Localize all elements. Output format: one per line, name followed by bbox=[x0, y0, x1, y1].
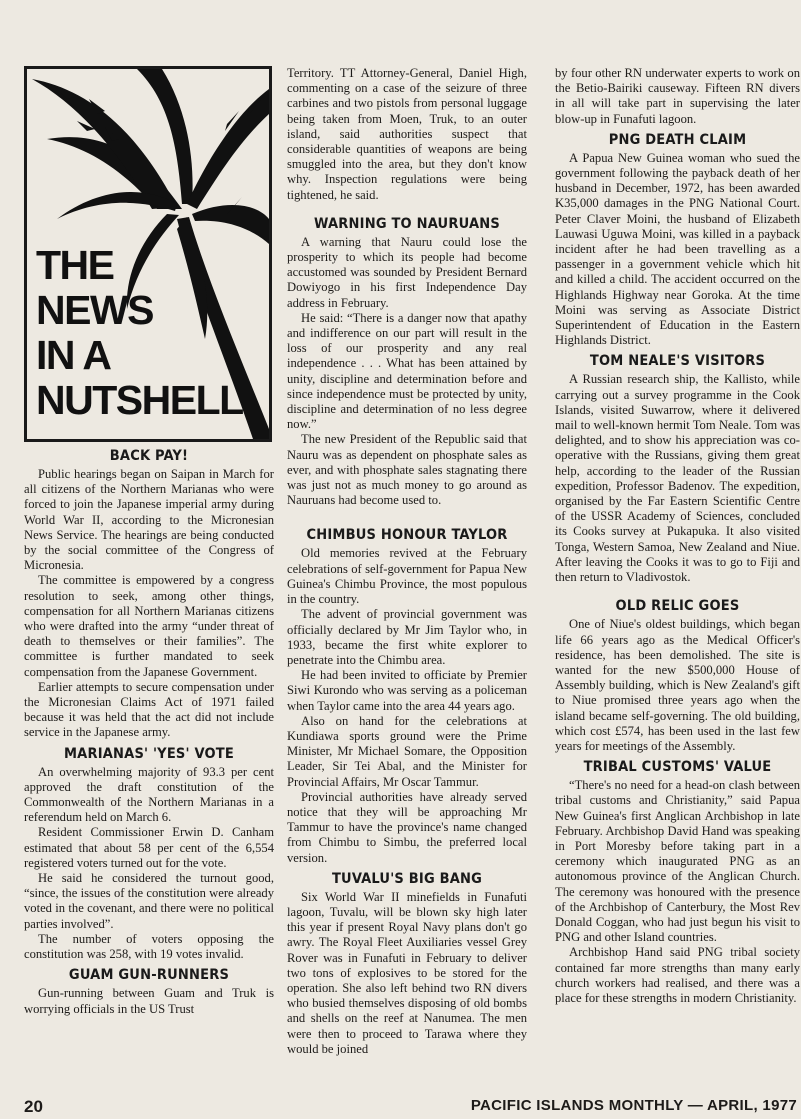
article-paragraph: Public hearings began on Saipan in March for all citizens of the Northern Marianas who were forced to join the Japanese imperial army during World War II, according to the Micronesian News Service. The hearings are being conducted by the social committee of the Congress of Micronesia. bbox=[24, 467, 274, 573]
article-paragraph: A warning that Nauru could lose the prosperity to which its people had become accustomed was sounded by President Bernard Dowiyogo in his first Independence Day address in February. bbox=[287, 234, 527, 310]
article-back-pay bbox=[24, 448, 274, 741]
column-1 bbox=[24, 66, 274, 1017]
article-heading: GUAM GUN-RUNNERS bbox=[68, 967, 230, 984]
article-heading: PNG DEATH CLAIM bbox=[608, 131, 747, 148]
article-paragraph: Archbishop Hand said PNG tribal society contained far more strengths than many early church workers had realised, and there was a place for these strengths in modern Christianity. bbox=[555, 945, 800, 1005]
column-3 bbox=[555, 66, 800, 1006]
article-paragraph: He said he considered the turnout good, “since, the issues of the constitution were already voted in the covenant, and there were no political parties involved”. bbox=[24, 871, 274, 931]
article-paragraph: A Papua New Guinea woman who sued the government following the payback death of her husband in December, 1972, has been awarded K35,000 damages in the PNG National Court. Peter Claver Moini, the husband of Elizabeth Lauwasi Uguwa Moini, was killed in a payback incident after he had been travelling as a passenger in a government vehicle which hit and killed a child. The accident occurred on the Highlands Highway near Goroka. At the time Moini was serving as Associate District Superintendent of Education in the Eastern Highlands District. bbox=[555, 150, 800, 348]
article-heading: MARIANAS' 'YES' VOTE bbox=[63, 745, 235, 762]
article-heading: BACK PAY! bbox=[109, 448, 189, 464]
article-paragraph: He said: “There is a danger now that apathy and indifference on our part will result in the loss of our prosperity and any real independence . . . What has been attained by unity, discipline and determination before and since independence must be protected by unity, discipline and determination of no less degree now.” bbox=[287, 310, 527, 432]
article-paragraph: Also on hand for the celebrations at Kundiawa sports ground were the Prime Minister, Mr Michael Somare, the Opposition Leader, Sir Tei Abal, and the Minister for Provincial Affairs, Mr Oscar Tammur. bbox=[287, 713, 527, 789]
article-paragraph: Six World War II minefields in Funafuti lagoon, Tuvalu, will be blown sky high later this year if present Royal Navy plans don't go awry. The Royal Fleet Auxiliaries vessel Grey Rover was in Funafuti in February to deliver two tons of explosives to be stored for the operation. She also left behind two RN divers who busied themselves disposing of old bombs and shells on the reef at Nanumea. The men were then to proceed to Tarawa where they would be joined bbox=[287, 889, 527, 1056]
article-paragraph: Provincial authorities have already served notice that they will be approaching Mr Tammur to have the province's name changed from Chimbu to Simbu, the preferred local version. bbox=[287, 789, 527, 865]
article-paragraph: One of Niue's oldest buildings, which began life 66 years ago as the Medical Officer's residence, has been demolished. The site is wanted for the new $500,000 House of Assembly building, which is New Zealand's gift to Niue promised three years ago when the island became self-governing. The old building, which cost £574, has been used in the last few years for meetings of the Assembly. bbox=[555, 617, 800, 753]
title-line: IN A bbox=[36, 332, 111, 378]
article-guam-gun-runners bbox=[24, 967, 274, 1016]
article-paragraph: The number of voters opposing the constitution was 258, with 19 votes invalid. bbox=[24, 931, 274, 962]
article-heading: CHIMBUS HONOUR TAYLOR bbox=[306, 527, 508, 544]
article-heading: TOM NEALE'S VISITORS bbox=[589, 353, 766, 370]
feature-title-box bbox=[24, 66, 272, 442]
feature-title bbox=[36, 243, 243, 423]
article-tuvalus-big-bang bbox=[287, 871, 527, 1057]
spacer bbox=[287, 203, 527, 211]
article-paragraph: An overwhelming majority of 93.3 per cent approved the draft constitution of the Commonwealth of the Northern Marianas in a referendum held on March 6. bbox=[24, 764, 274, 825]
article-warning-to-nauruans bbox=[287, 216, 527, 509]
title-line: THE bbox=[36, 242, 114, 288]
article-continuation: Territory. TT Attorney-General, Daniel High, commenting on a case of the seizure of three carbines and two pistols from personal luggage being taken from Moen, Truk, to an outer island, said authorities suspect that considerable quantities of weapons are being smuggled into the area, but they don't know why. Inspection regulations were being tightened, he said. bbox=[287, 66, 527, 202]
article-heading: TUVALU'S BIG BANG bbox=[331, 870, 483, 887]
article-paragraph: The advent of provincial government was officially declared by Mr Jim Taylor who, in 1933, became the first white explorer to penetrate into the Chimbu area. bbox=[287, 607, 527, 667]
article-paragraph: Gun-running between Guam and Truk is worrying officials in the US Trust bbox=[24, 986, 274, 1016]
article-tribal-customs-value bbox=[555, 759, 800, 1006]
title-line: NEWS bbox=[36, 287, 153, 333]
article-heading: OLD RELIC GOES bbox=[615, 598, 740, 615]
article-paragraph: Old memories revived at the February celebrations of self-government for Papua New Guinea's Chimbu Province, the most populous in the country. bbox=[287, 546, 527, 607]
article-paragraph: A Russian research ship, the Kallisto, while carrying out a survey programme in the Cook Islands, visited Suwarrow, where it delivered mail to well-known hermit Tom Neale. Tom was delighted, and to show his appreciation was co-operative with the Russians, giving them great help, according to the leader of the Russian expedition, Professor Badenov. The expedition, organised by the Far Eastern Scientific Centre of the USSR Academy of Sciences, concluded its Cooks survey at Pukapuka. It also visited Tonga, Western Samoa, New Zealand and Niue. After leaving the Cooks it was to go to Fiji and then return to Vladivostok. bbox=[555, 372, 800, 585]
article-old-relic-goes bbox=[555, 598, 800, 754]
article-paragraph: He had been invited to officiate by Premier Siwi Kurondo who was serving as a policeman when Taylor came into the area 44 years ago. bbox=[287, 668, 527, 713]
article-paragraph: The new President of the Republic said that Nauru was as dependent on phosphate sales as ever, and with phosphate sales stagnating there was just not as much money to go around as Nauruans had become used to. bbox=[287, 432, 527, 508]
article-paragraph: Resident Commissioner Erwin D. Canham estimated that about 58 per cent of the 6,554 registered voters turned out for the vote. bbox=[24, 825, 274, 870]
article-paragraph: “There's no need for a head-on clash between tribal customs and Christianity,” said Papua New Guinea's first Anglican Archbishop in late February. Archbishop David Hand was speaking in Port Moresby before taking part in a ceremony which inaugurated PNG as an autonomous province of the Anglican Church. The ceremony was honoured with the presence of the Archbishop of Canterbury, the Most Rev Donald Coggan, who had just begun his visit to PNG and other Island countries. bbox=[555, 778, 800, 945]
article-paragraph: Earlier attempts to secure compensation under the Micronesian Claims Act of 1971 failed because it was held that the act did not include service in the Japanese army. bbox=[24, 679, 274, 740]
article-continuation: by four other RN underwater experts to work on the Betio-Bairiki causeway. Fifteen RN divers in all will take part in supervising the later blow-up in Funafuti lagoon. bbox=[555, 66, 800, 126]
article-marianas-vote bbox=[24, 746, 274, 963]
article-tom-neales-visitors bbox=[555, 353, 800, 585]
article-paragraph: The committee is empowered by a congress resolution to seek, among other things, compensation for all Northern Marianas citizens who were drafted into the army “under threat of death to themselves or their families”. The committee is further mandated to seek compensation from the Japanese Government. bbox=[24, 573, 274, 679]
article-heading: TRIBAL CUSTOMS' VALUE bbox=[583, 759, 772, 776]
article-heading: WARNING TO NAURUANS bbox=[314, 215, 500, 232]
article-chimbus-honour-taylor bbox=[287, 527, 527, 865]
page-number: 20 bbox=[24, 1097, 43, 1116]
masthead-footer: PACIFIC ISLANDS MONTHLY — APRIL, 1977 bbox=[470, 1097, 797, 1114]
column-2 bbox=[287, 66, 527, 1057]
spacer bbox=[287, 508, 527, 522]
spacer bbox=[555, 585, 800, 593]
article-png-death-claim bbox=[555, 132, 800, 349]
title-line: NUTSHELL bbox=[36, 377, 243, 423]
